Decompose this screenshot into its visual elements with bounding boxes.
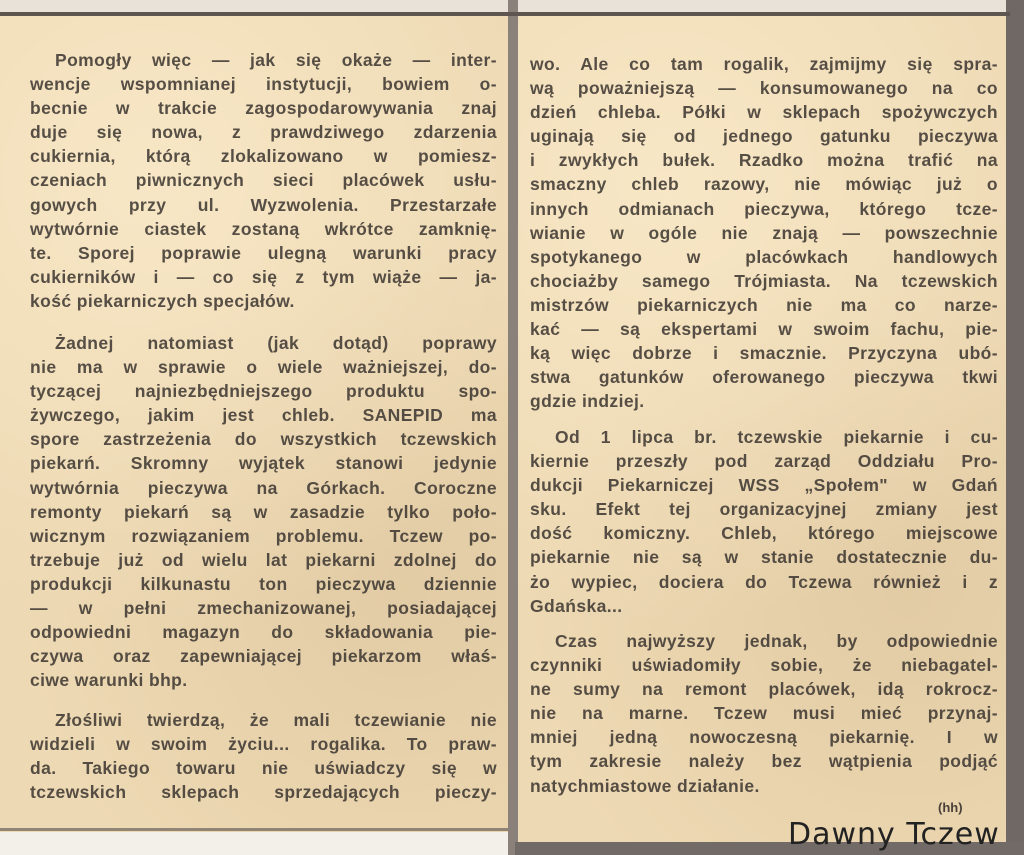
- text-line: becnie w trakcie zagospodarowywania znaj: [30, 98, 497, 119]
- text-line: kość piekarniczych specjałów.: [30, 290, 295, 311]
- paragraph: [530, 52, 998, 413]
- text-line: natychmiastowe działanie.: [530, 775, 760, 796]
- text-line: dzień chleba. Półki w sklepach spożywczych: [530, 102, 998, 123]
- text-line: piekarń. Skromny wyjątek stanowi jedynie: [30, 453, 497, 474]
- text-line: gdzie indziej.: [530, 391, 645, 412]
- text-line: wytwórnie ciastek zostaną wkrótce zamknię-: [30, 218, 497, 239]
- paragraph: [30, 331, 497, 692]
- text-line: kiernie przeszły pod zarząd Oddziału Pro-: [530, 451, 998, 472]
- text-line: czeniach piwnicznych sieci placówek usłu-: [30, 170, 497, 191]
- text-line: widzieli w swoim życiu... rogalika. To praw-: [30, 734, 497, 755]
- text-line: tym zakresie należy bez wątpienia podjąć: [530, 751, 998, 772]
- text-line: Gdańska...: [530, 595, 623, 616]
- bottom-rule: [0, 828, 508, 831]
- text-line: tyczącej najniezbędniejszego produktu spo-: [30, 381, 497, 402]
- text-line: gowych przy ul. Wyzwolenia. Przestarzałe: [30, 194, 497, 215]
- text-line: Od 1 lipca br. tczewskie piekarnie i cu-: [555, 427, 998, 447]
- text-line: duje się nowa, z prawdziwego zdarzenia: [30, 122, 497, 143]
- text-line: Złośliwi twierdzą, że mali tczewianie nie: [55, 710, 497, 730]
- text-line: spotykanego w placówkach handlowych: [530, 246, 998, 267]
- paragraph: [530, 425, 998, 618]
- text-line: — w pełni zmechanizowanej, posiadającej: [30, 598, 497, 619]
- scan-right-edge: [1006, 0, 1024, 855]
- paragraph: [530, 629, 998, 798]
- text-line: wencje wspomnianej instytucji, bowiem o-: [30, 74, 497, 95]
- text-line: nie ma w sprawie o wiele ważniejszej, do-: [30, 357, 497, 378]
- text-line: ciwe warunki bhp.: [30, 670, 188, 691]
- text-line: wytwórnia pieczywa na Górkach. Coroczne: [30, 477, 497, 498]
- text-line: ką więc dobrze i smacznie. Przyczyna ubó-: [530, 343, 998, 364]
- text-line: cukierników i — co się z tym wiąże — ja-: [30, 266, 497, 287]
- text-line: żywczego, jakim jest chleb. SANEPID ma: [30, 405, 497, 426]
- text-line: spore zastrzeżenia do wszystkich tczewskich: [30, 429, 497, 450]
- scan-gutter: [508, 0, 518, 855]
- text-line: wo. Ale co tam rogalik, zajmijmy się spra-: [530, 54, 998, 74]
- author-signature: (hh): [938, 800, 963, 815]
- text-line: tczewskich sklepach sprzedających pieczy-: [30, 782, 497, 803]
- text-line: kać — są ekspertami w swoim fachu, pie-: [530, 319, 998, 340]
- text-line: trzebuje już od wielu lat piekarni zdolnej do: [30, 549, 497, 570]
- text-line: remonty piekarń są w zasadzie tylko poło-: [30, 501, 497, 522]
- paragraph: [30, 48, 497, 313]
- text-line: Pomogły więc — jak się okaże — inter-: [55, 50, 497, 70]
- text-line: odpowiedni magazyn do składowania pie-: [30, 622, 497, 643]
- paragraph: [30, 708, 497, 804]
- text-line: mniej jedną nowoczesną piekarnię. I w: [530, 727, 998, 748]
- text-line: ne sumy na remont placówek, idą rokrocz-: [530, 679, 998, 700]
- text-line: czywa oraz zapewniającej piekarzom właś-: [30, 646, 497, 667]
- text-line: wicznym rozwiązaniem problemu. Tczew po-: [30, 525, 497, 546]
- text-line: cukiernia, którą zlokalizowano w pomiesz-: [30, 146, 497, 167]
- text-line: nie na marne. Tczew musi mieć przynaj-: [530, 703, 998, 724]
- text-line: dość komiczny. Chleb, którego miejscowe: [530, 523, 998, 544]
- text-line: i zwykłych bułek. Rzadko można trafić na: [530, 150, 998, 171]
- text-line: te. Sporej poprawie ulegną warunki pracy: [30, 242, 497, 263]
- text-line: sku. Efekt tej organizacyjnej zmiany jest: [530, 499, 998, 520]
- text-line: smaczny chleb razowy, nie mówiąc już o: [530, 174, 998, 195]
- text-line: produkcji kilkunastu ton pieczywa dziennie: [30, 573, 497, 594]
- text-line: chociażby samego Trójmiasta. Na tczewskich: [530, 270, 998, 291]
- text-line: mistrzów piekarniczych nie ma co narze-: [530, 294, 998, 315]
- text-line: Żadnej natomiast (jak dotąd) poprawy: [55, 333, 497, 353]
- text-line: wą poważniejszą — konsumowanego na co: [530, 78, 998, 99]
- text-line: dukcji Piekarniczej WSS „Społem" w Gdań: [530, 475, 998, 496]
- text-line: stwa gatunków oferowanego pieczywa tkwi: [530, 367, 998, 388]
- text-line: żo wypiec, dociera do Tczewa również i z: [530, 571, 998, 592]
- text-line: innych odmianach pieczywa, którego tcze-: [530, 198, 998, 219]
- text-line: czynniki uświadomiły sobie, że niebagatel-: [530, 655, 998, 676]
- watermark-logo: Dawny Tczew: [788, 817, 1000, 852]
- text-line: Czas najwyższy jednak, by odpowiednie: [555, 631, 998, 651]
- text-line: uginają się od jednego gatunku pieczywa: [530, 126, 998, 147]
- text-line: piekarnie nie są w stanie dostatecznie du-: [530, 547, 998, 568]
- text-line: da. Takiego towaru nie uświadczy się w: [30, 758, 497, 779]
- text-line: wianie w ogóle nie znają — powszechnie: [530, 222, 998, 243]
- top-rule: [0, 12, 1010, 16]
